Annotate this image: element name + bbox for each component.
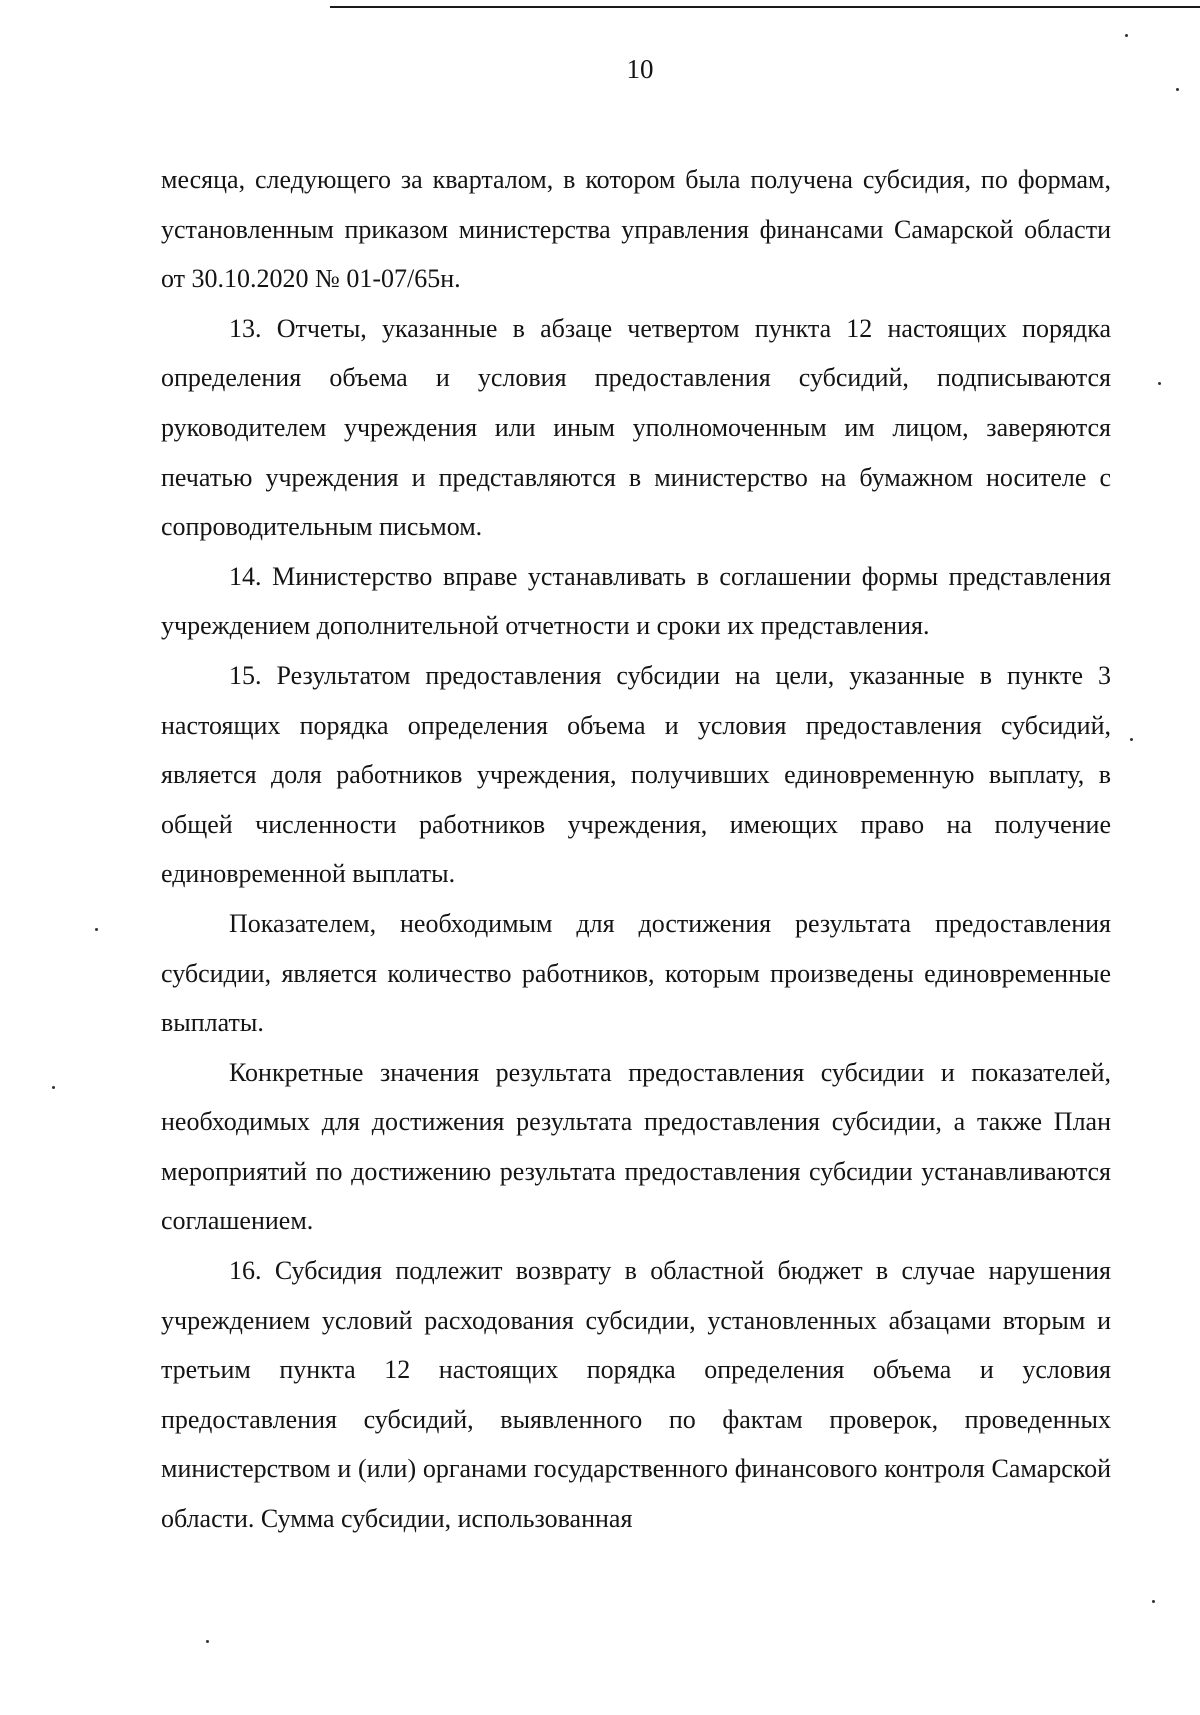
paragraph-16: 16. Субсидия подлежит возврату в областной бюджет в случае нарушения учреждением условий расходования субсидии, установленных абзацами вторым и третьим пункта 12 настоящих порядка определения объема и условия предоставления субсидий, выявленного по фактам проверок, проведенных министерством и (или) органами государственного финансового контроля Самарской области. Сумма субсидии, использованная bbox=[161, 1256, 1111, 1534]
paragraph-continuation: месяца, следующего за кварталом, в котором была получена субсидия, по формам, установленным приказом министерства управления финансами Самарской области от 30.10.2020 № 01-07/65н. bbox=[161, 165, 1111, 294]
paragraph-indicator: Показателем, необходимым для достижения результата предоставления субсидии, является количество работников, которым произведены единовременные выплаты. bbox=[161, 908, 1111, 1038]
paragraph-15: 15. Результатом предоставления субсидии на цели, указанные в пункте 3 настоящих порядка определения объема и условия предоставления субсидий, является доля работников учреждения, получивших единовременную выплату, в общей численности работников учреждения, имеющих право на получение единовременной выплаты. bbox=[161, 660, 1111, 889]
scan-speck bbox=[1125, 34, 1128, 37]
scan-speck bbox=[1158, 382, 1161, 385]
paragraph-values: Конкретные значения результата предоставления субсидии и показателей, необходимых для достижения результата предоставления субсидии, а также План мероприятий по достижению результата предоставления субсидии устанавливаются соглашением. bbox=[161, 1057, 1111, 1236]
paragraph-14: 14. Министерство вправе устанавливать в соглашении формы представления учреждением дополнительной отчетности и сроки их представления. bbox=[161, 561, 1111, 641]
scan-speck bbox=[52, 1086, 55, 1089]
scan-speck bbox=[1152, 1600, 1155, 1603]
scan-speck bbox=[95, 928, 98, 931]
top-border-line bbox=[330, 6, 1200, 8]
document-body bbox=[161, 155, 1111, 1544]
scan-speck bbox=[1176, 88, 1179, 91]
page-number: 10 bbox=[626, 54, 654, 84]
scan-speck bbox=[1130, 738, 1133, 741]
scan-speck bbox=[206, 1640, 209, 1643]
paragraph-13: 13. Отчеты, указанные в абзаце четвертом пункта 12 настоящих порядка определения объема и условия предоставления субсидий, подписываются руководителем учреждения или иным уполномоченным им лицом, заверяются печатью учреждения и представляются в министерство на бумажном носителе с сопроводительным письмом. bbox=[161, 313, 1111, 542]
